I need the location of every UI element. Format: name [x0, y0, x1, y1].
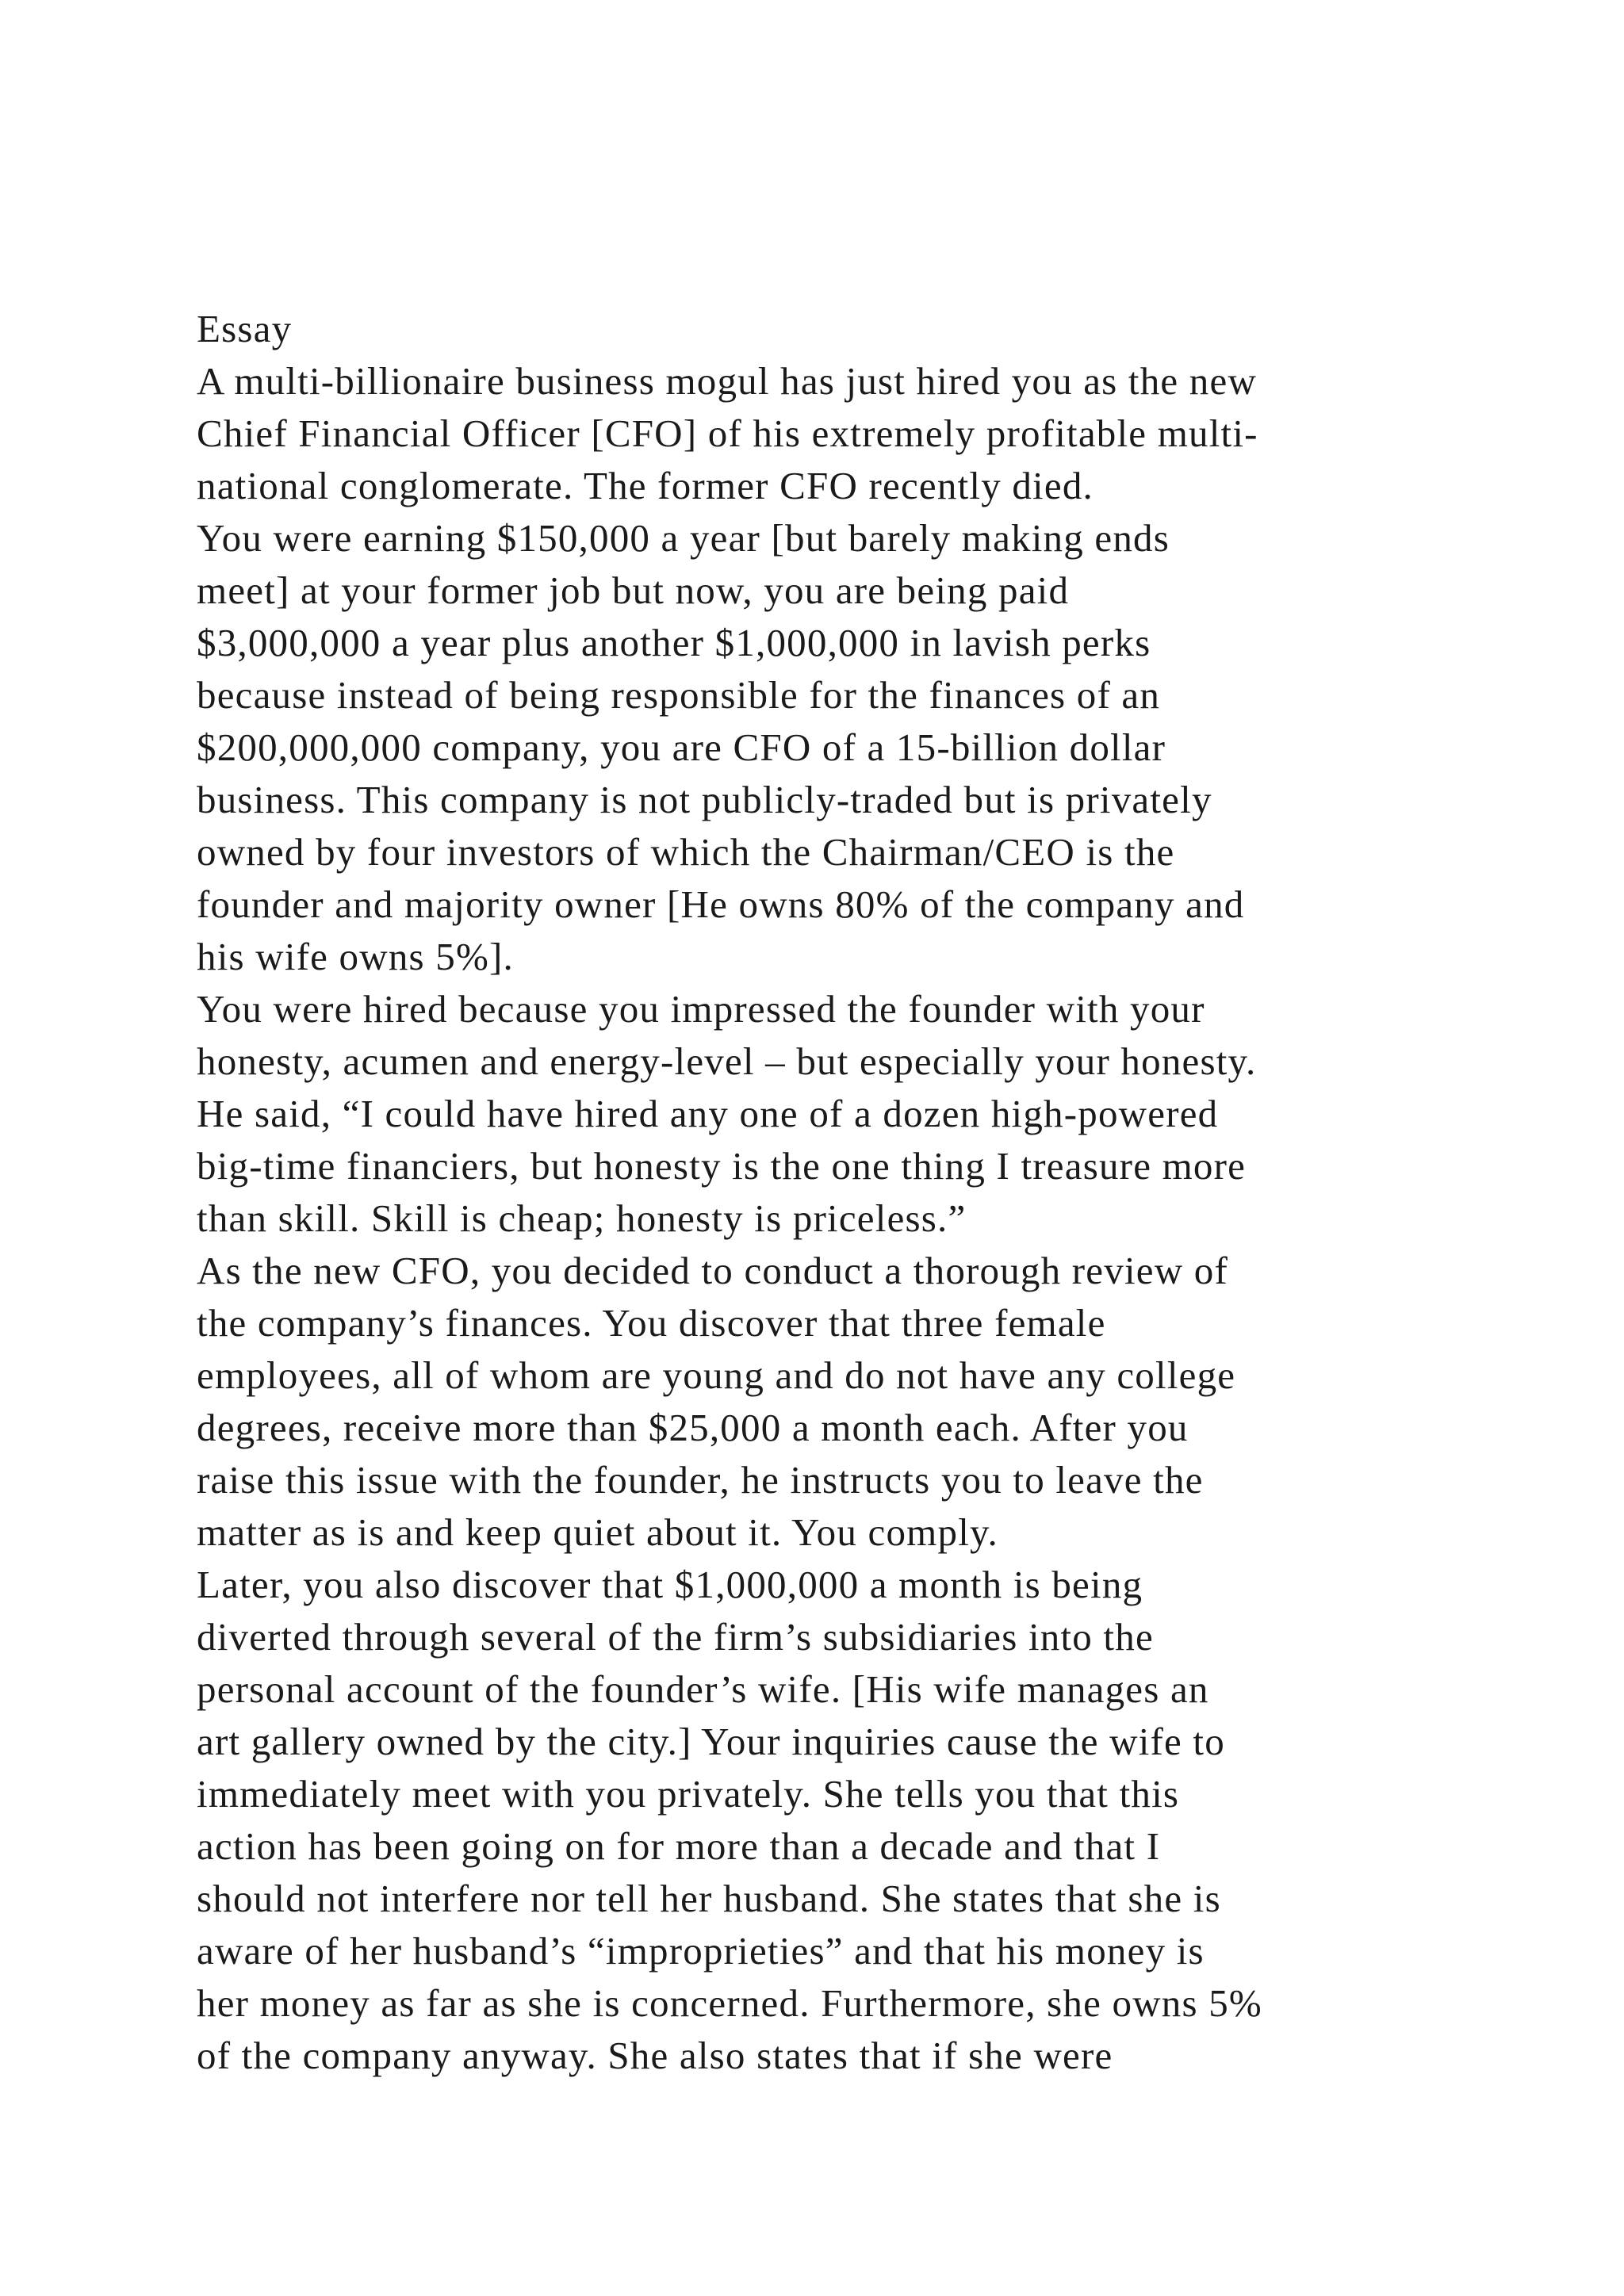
text-line: diverted through several of the firm’s subsidiaries into the — [197, 1615, 1154, 1659]
text-line: the company’s finances. You discover that three female — [197, 1301, 1106, 1345]
text-line: aware of her husband’s “improprieties” and that his money is — [197, 1929, 1205, 1973]
text-line: should not interfere nor tell her husband. She states that she is — [197, 1877, 1221, 1920]
text-line: his wife owns 5%]. — [197, 935, 514, 978]
text-line: than skill. Skill is cheap; honesty is priceless.” — [197, 1196, 967, 1240]
text-line: You were hired because you impressed the founder with your — [197, 987, 1205, 1031]
text-line: Later, you also discover that $1,000,000 a month is being — [197, 1563, 1143, 1606]
text-line: honesty, acumen and energy-level – but especially your honesty. — [197, 1039, 1257, 1083]
text-line: matter as is and keep quiet about it. You comply. — [197, 1510, 998, 1554]
text-line: He said, “I could have hired any one of a dozen high-powered — [197, 1092, 1219, 1135]
text-line: owned by four investors of which the Chairman/CEO is the — [197, 830, 1175, 874]
text-line: art gallery owned by the city.] Your inquiries cause the wife to — [197, 1720, 1225, 1763]
text-line: A multi-billionaire business mogul has just hired you as the new — [197, 359, 1258, 403]
text-line: $3,000,000 a year plus another $1,000,000 in lavish perks — [197, 621, 1151, 664]
essay-title: Essay — [197, 307, 293, 350]
text-line: because instead of being responsible for the finances of an — [197, 673, 1161, 717]
essay-body — [197, 303, 1465, 2082]
text-line: $200,000,000 company, you are CFO of a 15-billion dollar — [197, 725, 1166, 769]
text-line: action has been going on for more than a decade and that I — [197, 1824, 1161, 1868]
text-line: founder and majority owner [He owns 80% of the company and — [197, 882, 1245, 926]
text-line: employees, all of whom are young and do not have any college — [197, 1353, 1236, 1397]
text-line: big-time financiers, but honesty is the one thing I treasure more — [197, 1144, 1247, 1188]
text-line: national conglomerate. The former CFO recently died. — [197, 464, 1094, 507]
text-line: her money as far as she is concerned. Furthermore, she owns 5% — [197, 1981, 1262, 2025]
text-line: of the company anyway. She also states that if she were — [197, 2034, 1113, 2077]
text-line: As the new CFO, you decided to conduct a thorough review of — [197, 1249, 1228, 1292]
text-line: raise this issue with the founder, he instructs you to leave the — [197, 1458, 1204, 1502]
text-line: immediately meet with you privately. She tells you that this — [197, 1772, 1180, 1816]
text-line: You were earning $150,000 a year [but barely making ends — [197, 516, 1170, 560]
text-line: personal account of the founder’s wife. [His wife manages an — [197, 1667, 1209, 1711]
text-line: meet] at your former job but now, you are being paid — [197, 568, 1070, 612]
text-line: business. This company is not publicly-traded but is privately — [197, 778, 1212, 821]
text-line: Chief Financial Officer [CFO] of his extremely profitable multi- — [197, 411, 1258, 455]
text-line: degrees, receive more than $25,000 a month each. After you — [197, 1406, 1189, 1449]
